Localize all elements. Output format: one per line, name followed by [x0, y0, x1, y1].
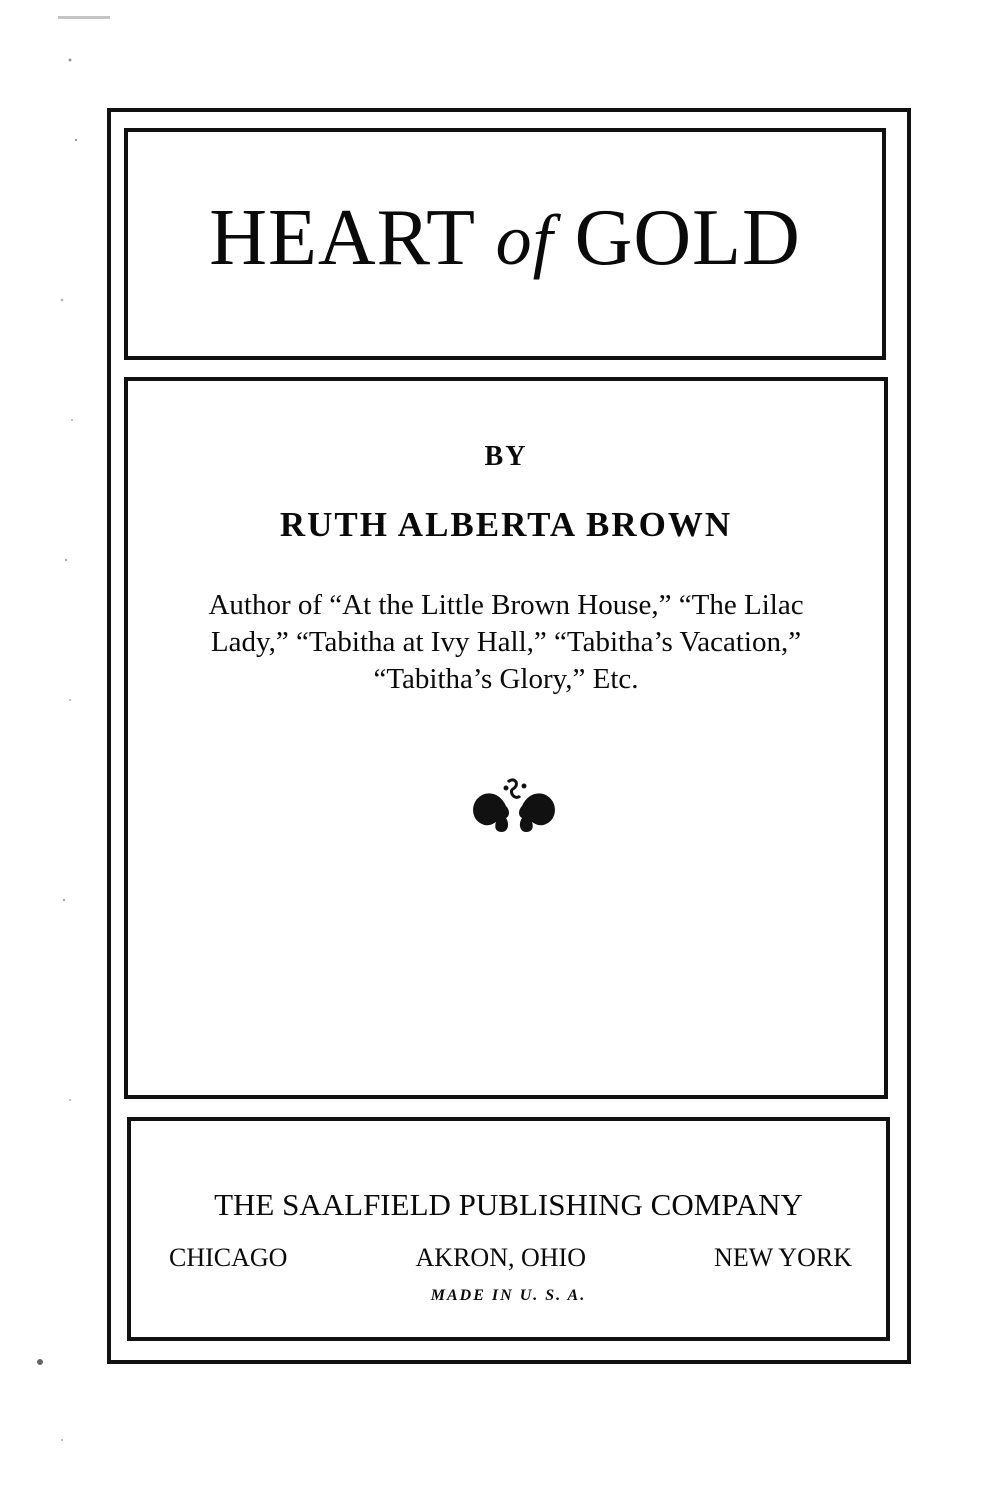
title-panel [124, 128, 886, 360]
byline: BY [484, 441, 528, 472]
title-main-part: HEART [209, 194, 496, 282]
author-name: RUTH ALBERTA BROWN [279, 505, 733, 544]
title-end-part: GOLD [553, 194, 801, 282]
title-connector: of [495, 200, 554, 280]
author-panel [124, 377, 888, 1099]
book-title [128, 194, 882, 282]
publisher-panel [127, 1117, 890, 1341]
printers-ornament-icon [466, 776, 562, 834]
scan-noise [0, 0, 110, 1499]
publisher-name: THE SAALFIELD PUBLISHING COMPANY [214, 1187, 803, 1222]
city-new-york: NEW YORK [714, 1243, 852, 1272]
made-in-usa: MADE IN U. S. A. [430, 1287, 587, 1304]
city-akron: AKRON, OHIO [415, 1243, 586, 1272]
city-chicago: CHICAGO [169, 1243, 288, 1272]
publisher-cities [169, 1243, 852, 1273]
other-works: Author of “At the Little Brown House,” “The Lilac Lady,” “Tabitha at Ivy Hall,” “Tabitha’s Vacation,” “Tabitha’s Glory,” Etc. [208, 589, 804, 695]
